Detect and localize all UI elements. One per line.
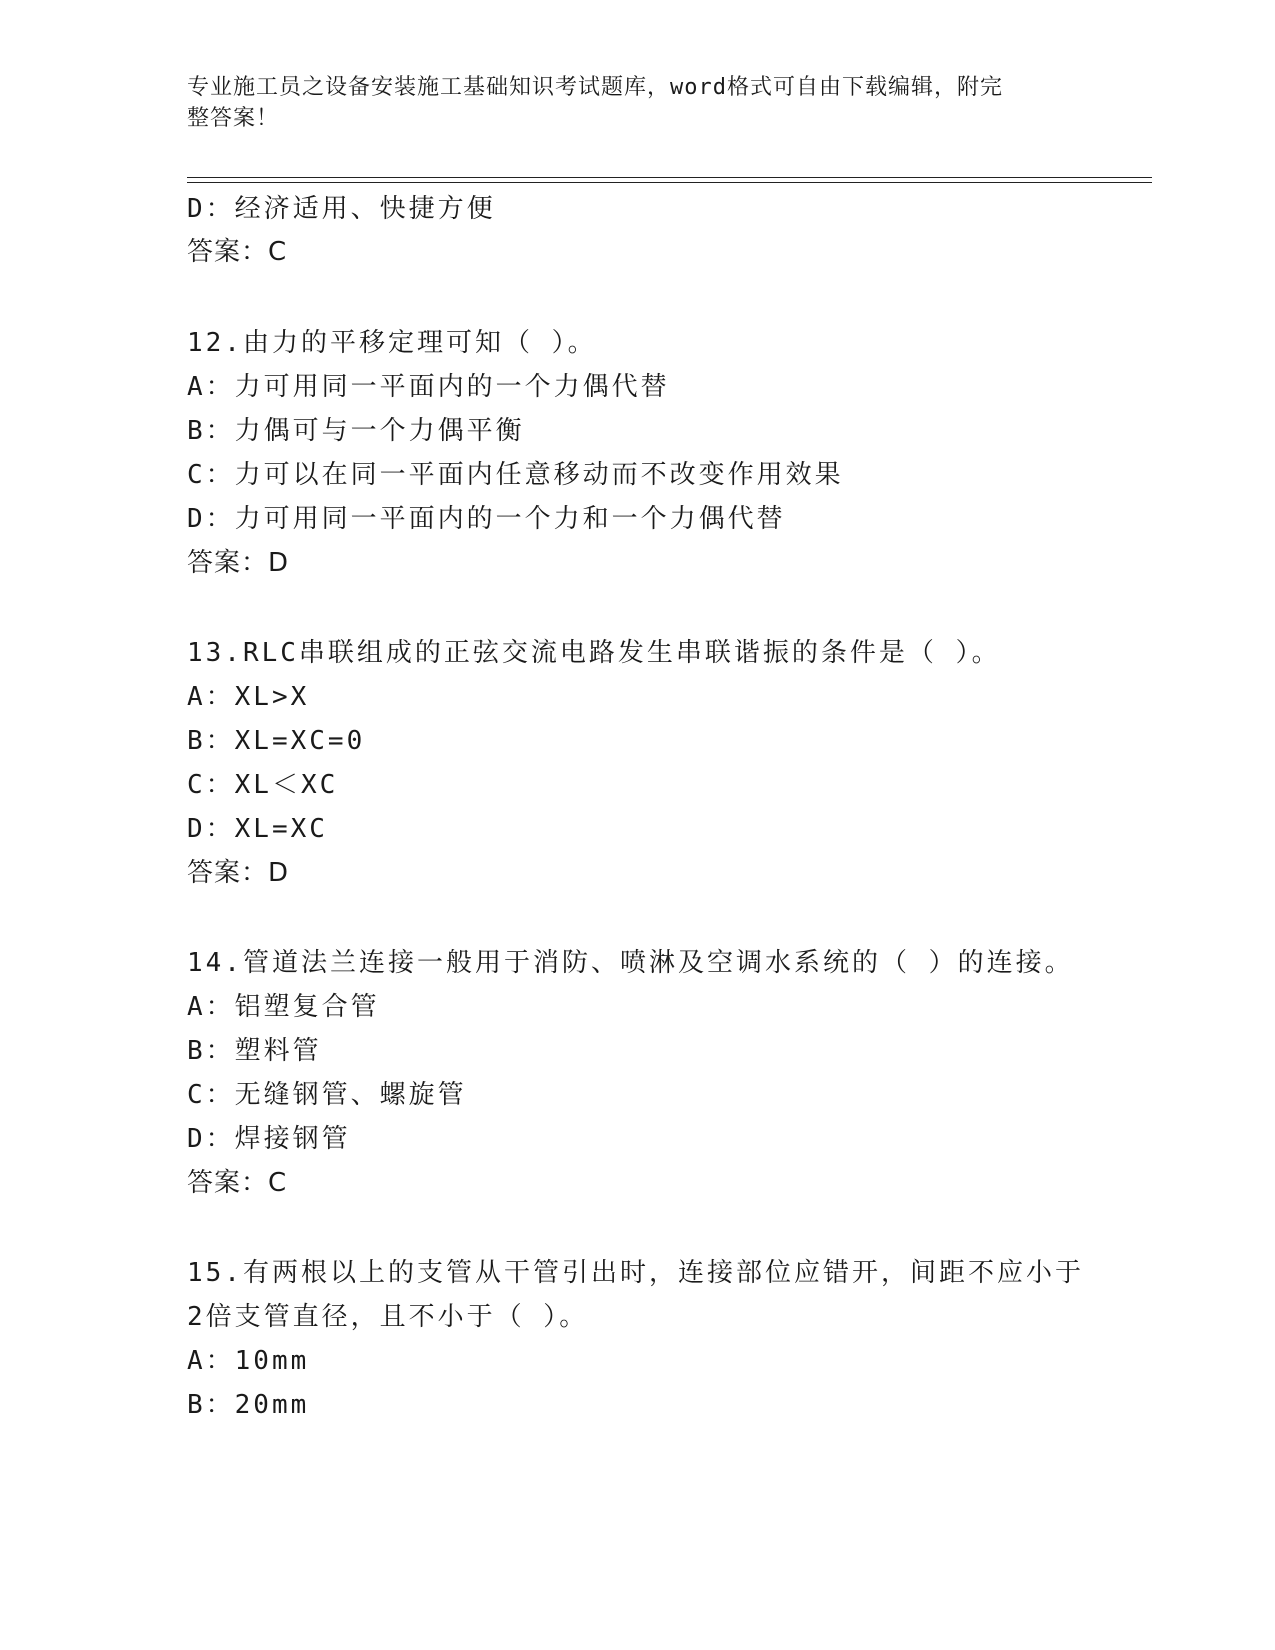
question-stem-13: 13.RLC串联组成的正弦交流电路发生串联谐振的条件是（ ）。 [187,638,1001,668]
option-d: D：焊接钢管 [187,1124,351,1154]
option-b: B：力偶可与一个力偶平衡 [187,416,525,446]
option-a: A：10mm [187,1346,310,1376]
question-stem-12: 12.由力的平移定理可知（ ）。 [187,328,597,358]
header-line-1: 专业施工员之设备安装施工基础知识考试题库，word格式可自由下载编辑，附完 [187,75,1003,100]
option-a: A：力可用同一平面内的一个力偶代替 [187,372,670,402]
option-a: A：铝塑复合管 [187,992,380,1022]
option-d: D：经济适用、快捷方便 [187,194,496,224]
option-c: C：无缝钢管、螺旋管 [187,1080,467,1110]
option-c: C：XL＜XC [187,770,339,800]
answer-line: 答案：D [187,858,290,888]
answer-line: 答案：C [187,1168,288,1198]
question-stem-15-line-1: 15.有两根以上的支管从干管引出时，连接部位应错开，间距不应小于 [187,1258,1084,1288]
option-a: A：XL>X [187,682,310,712]
question-stem-14: 14.管道法兰连接一般用于消防、喷淋及空调水系统的（ ）的连接。 [187,948,1074,978]
option-b: B：20mm [187,1390,310,1420]
header-divider-bottom [187,182,1152,183]
question-stem-15-line-2: 2倍支管直径，且不小于（ ）。 [187,1302,589,1332]
header-line-2: 整答案！ [187,106,280,131]
option-b: B：XL=XC=0 [187,726,366,756]
option-b: B：塑料管 [187,1036,322,1066]
answer-line: 答案：D [187,548,290,578]
answer-line: 答案：C [187,237,288,267]
option-d: D：XL=XC [187,814,328,844]
document-header [187,72,1067,134]
option-d: D：力可用同一平面内的一个力和一个力偶代替 [187,504,786,534]
option-c: C：力可以在同一平面内任意移动而不改变作用效果 [187,460,844,490]
header-divider-top [187,177,1152,178]
